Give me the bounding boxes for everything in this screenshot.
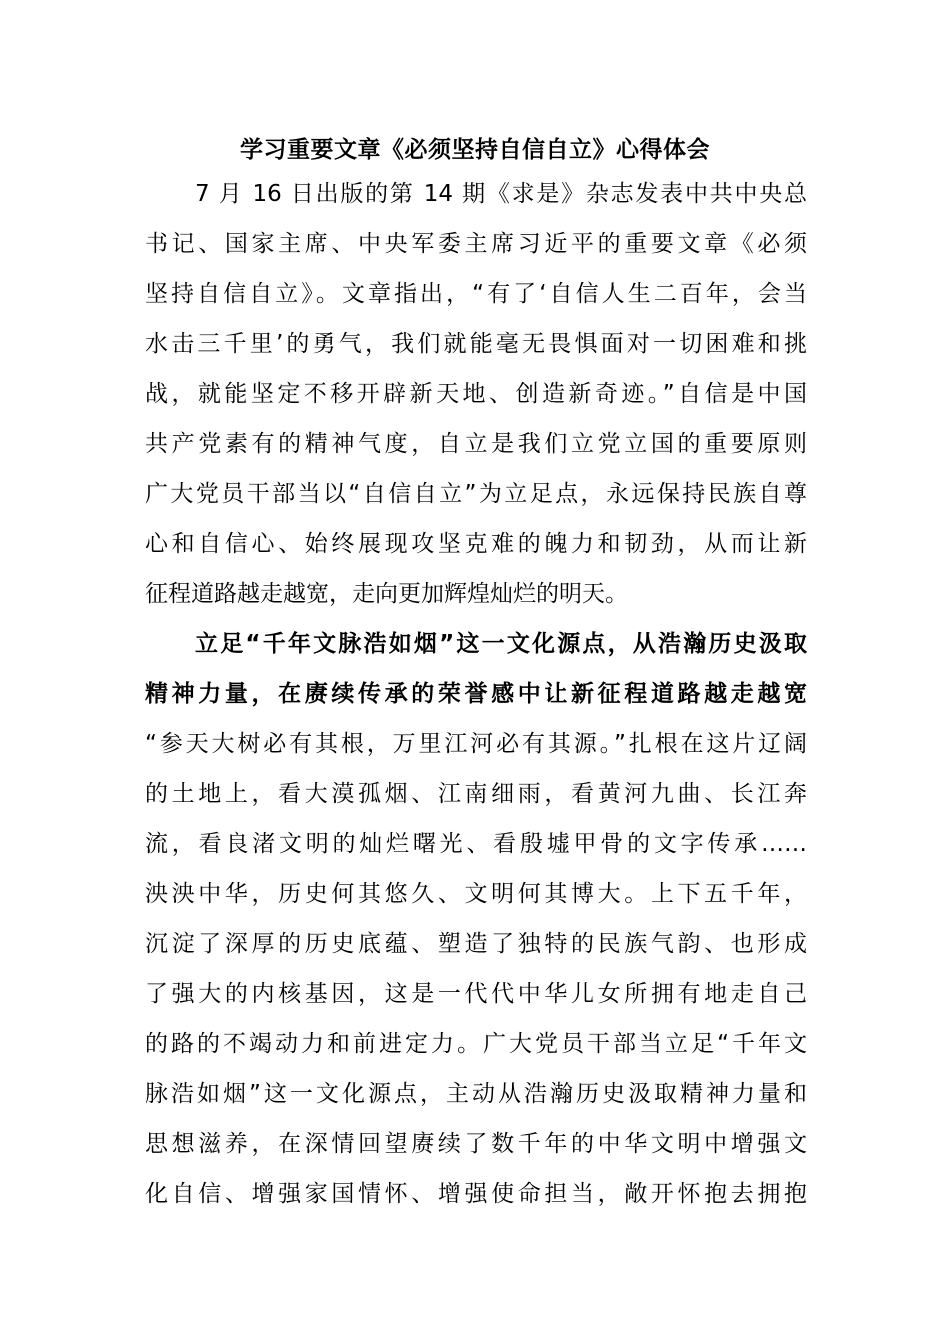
- paragraph-line: 7 月 16 日出版的第 14 期《求是》杂志发表中共中央总: [195, 181, 807, 207]
- section-heading-line: 立足“千年文脉浩如烟”这一文化源点，从浩瀚历史汲取: [195, 631, 807, 657]
- paragraph-line: 坚持自信自立》。文章指出，“有了‘自信人生二百年，会当: [145, 281, 807, 307]
- paragraph-line: 书记、国家主席、中央军委主席习近平的重要文章《必须: [145, 231, 807, 257]
- paragraph-line: 思想滋养，在深情回望赓续了数千年的中华文明中增强文: [145, 1131, 807, 1157]
- paragraph-line: 心和自信心、始终展现攻坚克难的魄力和韧劲，从而让新: [145, 531, 807, 557]
- section-heading-line: 精神力量，在赓续传承的荣誉感中让新征程道路越走越宽: [145, 681, 807, 707]
- paragraph-line: 广大党员干部当以“自信自立”为立足点，永远保持民族自尊: [145, 481, 807, 507]
- paragraph-line: 了强大的内核基因，这是一代代中华儿女所拥有地走自己: [145, 981, 807, 1007]
- paragraph-line: 共产党素有的精神气度，自立是我们立党立国的重要原则: [145, 431, 807, 457]
- paragraph-line: 脉浩如烟”这一文化源点，主动从浩瀚历史汲取精神力量和: [145, 1081, 807, 1107]
- document-title: 学习重要文章《必须坚持自信自立》心得体会: [240, 137, 710, 163]
- paragraph-line: 的路的不竭动力和前进定力。广大党员干部当立足“千年文: [145, 1031, 807, 1057]
- paragraph-line: 泱泱中华，历史何其悠久、文明何其博大。上下五千年，: [145, 881, 807, 907]
- paragraph-line: 化自信、增强家国情怀、增强使命担当，敞开怀抱去拥抱: [145, 1181, 807, 1207]
- paragraph-line: 水击三千里’的勇气，我们就能毫无畏惧面对一切困难和挑: [145, 331, 807, 357]
- paragraph-line: “参天大树必有其根，万里江河必有其源。”扎根在这片辽阔: [145, 731, 807, 757]
- paragraph-line: 的土地上，看大漠孤烟、江南细雨，看黄河九曲、长江奔: [145, 781, 807, 807]
- paragraph-line: 流，看良渚文明的灿烂曙光、看殷墟甲骨的文字传承……: [145, 831, 807, 857]
- paragraph-line: 沉淀了深厚的历史底蕴、塑造了独特的民族气韵、也形成: [145, 931, 807, 957]
- paragraph-line: 征程道路越走越宽，走向更加辉煌灿烂的明天。: [145, 581, 628, 607]
- paragraph-line: 战，就能坚定不移开辟新天地、创造新奇迹。”自信是中国: [145, 381, 807, 407]
